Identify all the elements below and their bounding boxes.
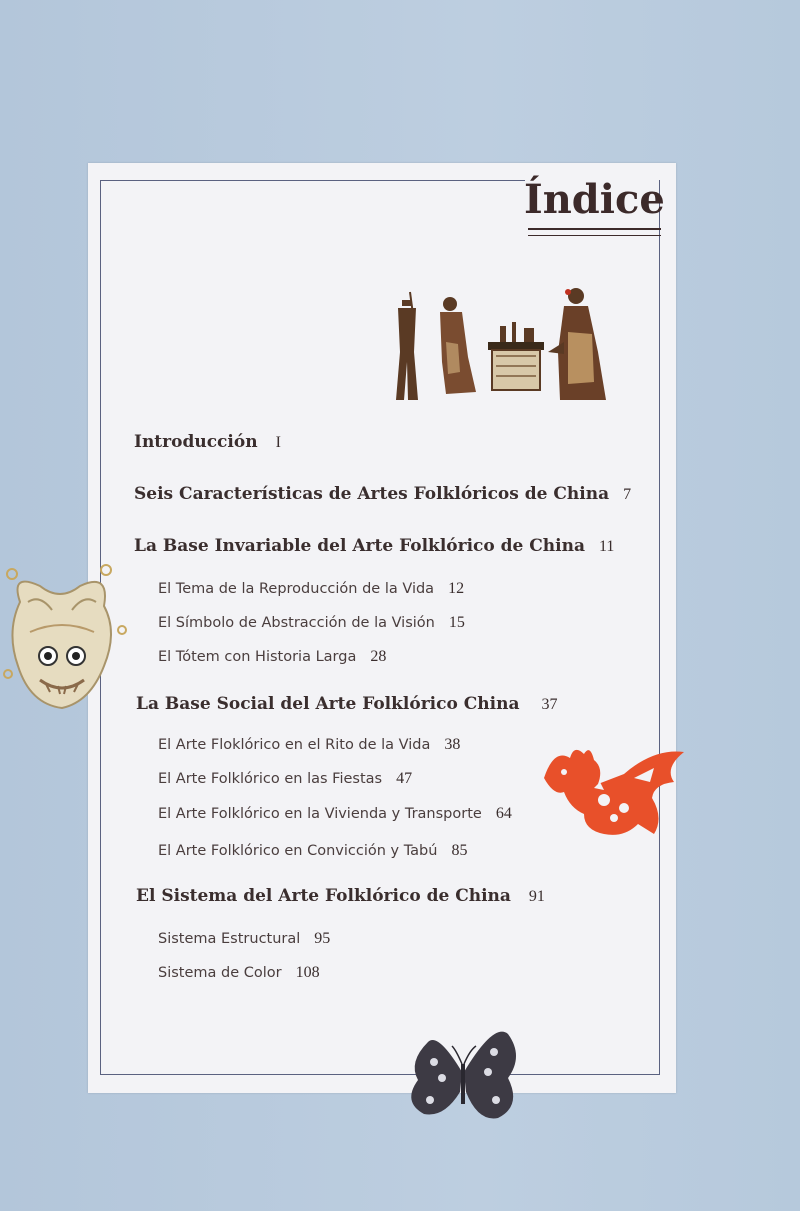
toc-entry-page: 28 bbox=[370, 648, 387, 665]
toc-entry-page: 11 bbox=[598, 538, 615, 555]
toc-entry-page: 12 bbox=[448, 580, 465, 597]
page-frame-top-rule bbox=[100, 180, 525, 181]
toc-entry-text: El Símbolo de Abstracción de la Visión bbox=[158, 615, 435, 631]
toc-entry-text: El Arte Floklórico en el Rito de la Vida bbox=[158, 737, 431, 753]
toc-subentry-simbolo-abstraccion[interactable] bbox=[158, 614, 465, 632]
toc-entry-text: El Tema de la Reproducción de la Vida bbox=[158, 581, 435, 597]
toc-entry-page: 108 bbox=[295, 964, 320, 981]
tiger-mask-illustration bbox=[0, 562, 130, 722]
toc-entry-text: Introducción bbox=[134, 432, 258, 452]
toc-subentry-totem[interactable] bbox=[158, 648, 386, 666]
toc-subentry-conviccion[interactable] bbox=[158, 842, 467, 860]
toc-subentry-vivienda[interactable] bbox=[158, 805, 512, 823]
toc-entry-page: 38 bbox=[444, 736, 461, 753]
toc-entry-text: El Arte Folklórico en Convicción y Tabú bbox=[158, 843, 438, 859]
toc-entry-text: La Base Social del Arte Folklórico China bbox=[136, 694, 520, 714]
puppet-head-2 bbox=[443, 297, 457, 311]
toc-entry-text: La Base Invariable del Arte Folklórico de China bbox=[134, 536, 585, 556]
title-underline bbox=[528, 228, 661, 236]
toc-entry-page: 91 bbox=[528, 888, 545, 905]
toc-subentry-rito-vida[interactable] bbox=[158, 736, 460, 754]
toc-entry-page: 95 bbox=[314, 930, 331, 947]
toc-entry-base-social[interactable] bbox=[136, 694, 557, 714]
toc-entry-text: El Tótem con Historia Larga bbox=[158, 649, 357, 665]
toc-subentry-fiestas[interactable] bbox=[158, 770, 412, 788]
toc-entry-text: El Arte Folklórico en las Fiestas bbox=[158, 771, 383, 787]
toc-entry-page: 37 bbox=[541, 696, 558, 713]
toc-entry-text: Seis Características de Artes Folklóricos de China bbox=[134, 484, 610, 504]
shadow-puppet-illustration bbox=[388, 282, 618, 407]
toc-entry-text: Sistema Estructural bbox=[158, 931, 301, 947]
toc-entry-text: El Sistema del Arte Folklórico de China bbox=[136, 886, 511, 906]
toc-subentry-sistema-estructural[interactable] bbox=[158, 930, 330, 948]
toc-entry-page: 7 bbox=[623, 486, 632, 503]
toc-entry-page: I bbox=[275, 434, 281, 451]
toc-entry-page: 15 bbox=[448, 614, 465, 631]
toc-entry-seis-caracteristicas[interactable] bbox=[134, 484, 631, 504]
toc-entry-sistema[interactable] bbox=[136, 886, 545, 906]
toc-entry-base-invariable[interactable] bbox=[134, 536, 614, 556]
toc-entry-text: Sistema de Color bbox=[158, 965, 282, 981]
toc-entry-introduccion[interactable] bbox=[134, 432, 281, 452]
papercut-butterfly-illustration bbox=[398, 1022, 528, 1132]
toc-entry-text: El Arte Folklórico en la Vivienda y Transporte bbox=[158, 806, 482, 822]
toc-subentry-tema-reproduccion[interactable] bbox=[158, 580, 464, 598]
page-title: Índice bbox=[524, 176, 665, 223]
toc-entry-page: 64 bbox=[495, 805, 512, 822]
toc-entry-page: 47 bbox=[396, 770, 413, 787]
toc-subentry-sistema-color[interactable] bbox=[158, 964, 320, 982]
toc-entry-page: 85 bbox=[451, 842, 468, 859]
papercut-rooster-illustration bbox=[534, 738, 694, 848]
